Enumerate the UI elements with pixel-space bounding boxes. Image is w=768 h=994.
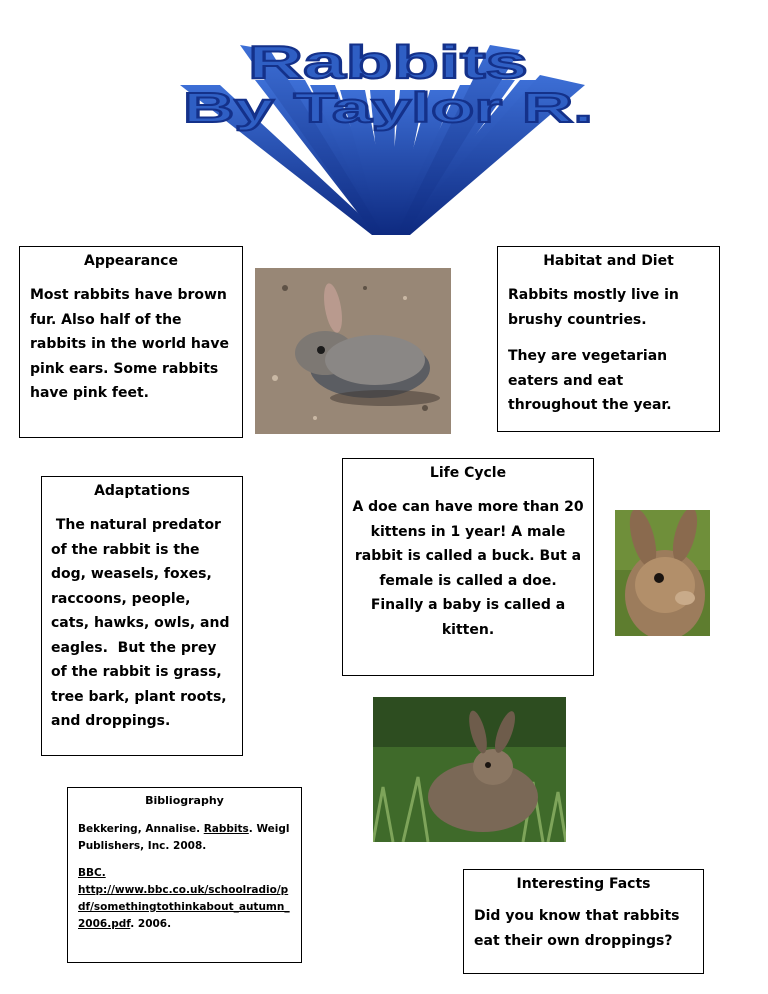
bib-author: Bekkering, Annalise. — [78, 823, 204, 835]
title-line2: By Taylor R. — [183, 84, 593, 131]
rabbit-photo-face — [615, 510, 710, 636]
bib-year: . 2006. — [130, 918, 172, 930]
wordart-title — [160, 30, 610, 245]
title-line1: Rabbits — [248, 36, 528, 88]
habitat-text-2: They are vegetarian eaters and eat throughout the year. — [508, 348, 672, 413]
lifecycle-box — [342, 458, 594, 676]
bibliography-entry-1 — [78, 821, 291, 855]
appearance-text: Most rabbits have brown fur. Also half of the rabbits in the world have pink ears. Some rabbits have pink feet. — [30, 287, 229, 401]
facts-box — [463, 869, 704, 974]
appearance-box — [19, 246, 243, 438]
habitat-text-1: Rabbits mostly live in brushy countries. — [508, 287, 679, 328]
habitat-box — [497, 246, 720, 432]
lifecycle-heading: Life Cycle — [429, 465, 507, 481]
rabbit-photo-gravel — [255, 268, 451, 434]
bib-source: BBC. — [78, 867, 106, 879]
bib-book-title: Rabbits — [203, 823, 249, 835]
lifecycle-text: A doe can have more than 20 kittens in 1 year! A male rabbit is called a buck. But a female is called a doe. Finally a baby is called a kitten. — [352, 499, 584, 638]
bib-url-link[interactable]: http://www.bbc.co.uk/schoolradio/pdf/somethingtothinkabout_autumn_2006.pdf — [78, 884, 290, 930]
bibliography-heading: Bibliography — [145, 794, 224, 807]
facts-heading: Interesting Facts — [516, 876, 651, 892]
habitat-heading: Habitat and Diet — [543, 253, 674, 269]
adaptations-text: The natural predator of the rabbit is the dog, weasels, foxes, raccoons, people, cats, hawks, owls, and eagles. But the prey of the rabbit is grass, tree bark, plant roots, and droppings. — [51, 517, 235, 729]
bib-publisher: . Weigl Publishers, Inc. 2008. — [78, 823, 290, 852]
bibliography-box — [67, 787, 302, 963]
facts-text: Did you know that rabbits eat their own droppings? — [474, 908, 680, 949]
appearance-heading: Appearance — [84, 253, 178, 269]
adaptations-heading: Adaptations — [94, 483, 190, 499]
bibliography-entry-2 — [78, 865, 291, 933]
rabbit-photo-grass — [373, 697, 566, 842]
adaptations-box — [41, 476, 243, 756]
